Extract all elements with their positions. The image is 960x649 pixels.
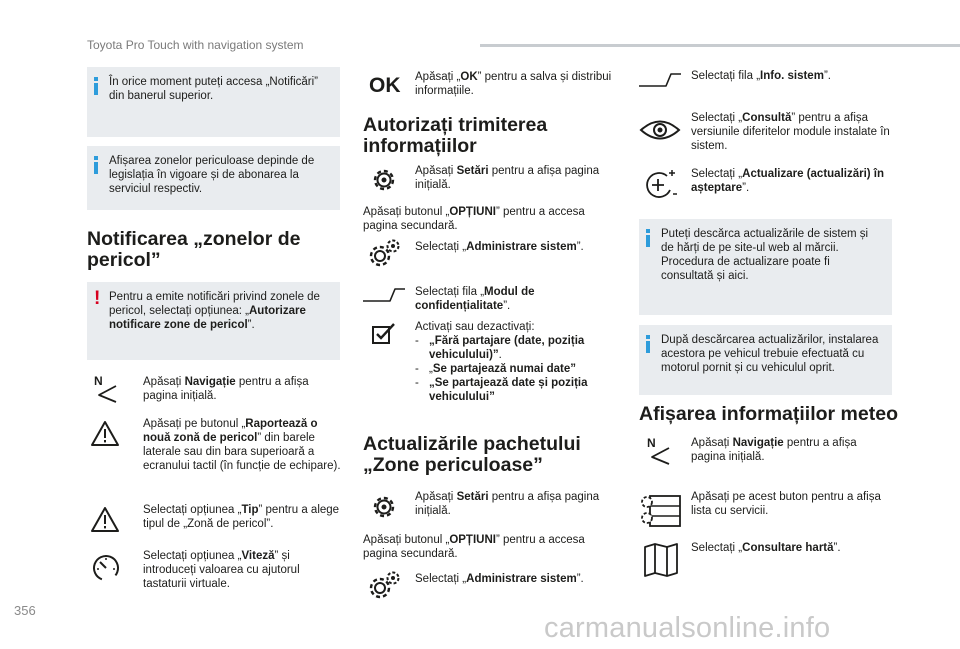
list-item: - „Se partajează numai date” bbox=[415, 363, 577, 375]
step-text: Selectați fila „Info. sistem”. bbox=[691, 70, 831, 82]
list-item: - „Fără partajare (date, poziția vehiculului)”. bbox=[415, 335, 585, 361]
step-text: Apăsați Navigație pentru a afișa pagina inițială. bbox=[143, 376, 309, 402]
step-text: Apăsați pe butonul „Raportează o nouă zonă de pericol” din barele laterale sau din bara superioară a ecranului tactil (în funcție de echipare). bbox=[143, 418, 341, 472]
speedometer-icon bbox=[91, 553, 121, 583]
settings-gear-icon bbox=[369, 492, 399, 522]
step-text: Selectați „Consultă” pentru a afișa versiunile diferitelor module instalate în sistem. bbox=[691, 112, 890, 152]
svg-text:N: N bbox=[647, 436, 656, 450]
step-text: Apăsați Setări pentru a afișa pagina inițială. bbox=[415, 491, 600, 517]
warning-triangle-icon bbox=[90, 420, 120, 448]
settings-gear-icon bbox=[369, 165, 399, 195]
warning-triangle-icon bbox=[90, 506, 120, 534]
header-rule bbox=[480, 44, 960, 47]
note-text: Puteți descărca actualizările de sistem și de hărți de pe site-ul web al mărcii. Procedura de actualizare poate fi consultată și aici. bbox=[661, 228, 869, 282]
warning-note: ! Pentru a emite notificări privind zonele de pericol, selectați opțiunea: „Autorizare notificare zone de pericol”. bbox=[87, 282, 340, 360]
step-text: Apăsați pe acest buton pentru a afișa lista cu servicii. bbox=[691, 491, 881, 517]
watermark: carmanualsonline.info bbox=[544, 612, 831, 644]
tab-icon bbox=[638, 72, 682, 88]
step-text: Selectați fila „Modul de confidențialitate”. bbox=[415, 286, 535, 312]
tab-icon bbox=[362, 287, 406, 303]
update-icon bbox=[643, 168, 679, 200]
step-text: Selectați opțiunea „Viteză” și introduceți valoarea cu ajutorul tastaturii virtuale. bbox=[143, 550, 300, 590]
checkbox-icon bbox=[371, 321, 397, 345]
system-settings-icon bbox=[367, 238, 401, 270]
step-text: Activați sau dezactivați: - „Fără partajare (date, poziția vehiculului)”. - „Se partajează numai date” - „Se partajează date și poziția vehiculului” bbox=[415, 320, 615, 404]
step-text: Apăsați „OK” pentru a salva și distribui informațiile. bbox=[415, 71, 612, 97]
running-header: Toyota Pro Touch with navigation system bbox=[87, 38, 304, 52]
step-text: Apăsați Setări pentru a afișa pagina inițială. bbox=[415, 165, 600, 191]
ok-button-icon: OK bbox=[369, 74, 401, 97]
step-text: Selectați „Administrare sistem”. bbox=[415, 241, 584, 253]
svg-text:N: N bbox=[94, 374, 103, 388]
note-text: În orice moment puteți accesa „Notificări” din banerul superior. bbox=[109, 76, 318, 102]
eye-icon bbox=[639, 117, 681, 143]
step-text: Selectați „Actualizare (actualizări) în așteptare”. bbox=[691, 168, 885, 194]
section-heading: Autorizați trimiterea informațiilor bbox=[363, 114, 548, 157]
page-number: 356 bbox=[14, 603, 36, 618]
step-text: Selectați opțiunea „Tip” pentru a alege tipul de „Zonă de pericol”. bbox=[143, 504, 340, 530]
step-text: Selectați „Administrare sistem”. bbox=[415, 573, 584, 585]
navigation-icon bbox=[647, 436, 673, 466]
option-list bbox=[415, 334, 615, 404]
navigation-icon bbox=[94, 374, 120, 404]
system-settings-icon bbox=[367, 570, 401, 602]
step-text: Selectați „Consultare hartă”. bbox=[691, 542, 841, 554]
map-icon bbox=[643, 543, 679, 577]
note-text: Afișarea zonelor periculoase depinde de legislația în vigoare și de abonarea la serviciul respectiv. bbox=[109, 155, 315, 195]
section-heading: Actualizările pachetului „Zone periculoase” bbox=[363, 433, 581, 476]
warning-mark-icon: ! bbox=[94, 288, 101, 309]
paragraph: Apăsați butonul „OPȚIUNI” pentru a accesa pagina secundară. bbox=[363, 206, 585, 232]
list-item: - „Se partajează date și poziția vehiculului” bbox=[415, 377, 588, 403]
info-note bbox=[87, 67, 340, 137]
services-list-icon bbox=[640, 494, 682, 528]
info-note bbox=[87, 146, 340, 210]
paragraph: Apăsați butonul „OPȚIUNI” pentru a accesa pagina secundară. bbox=[363, 534, 585, 560]
section-heading: Afișarea informațiilor meteo bbox=[639, 403, 898, 425]
note-text: După descărcarea actualizărilor, instalarea acestora pe vehicul trebuie efectuată cu motorul pornit și cu vehiculul oprit. bbox=[661, 334, 879, 374]
section-heading: Notificarea „zonelor de pericol” bbox=[87, 228, 301, 271]
info-note bbox=[639, 325, 892, 395]
step-text: Apăsați Navigație pentru a afișa pagina inițială. bbox=[691, 437, 857, 463]
info-note bbox=[639, 219, 892, 315]
